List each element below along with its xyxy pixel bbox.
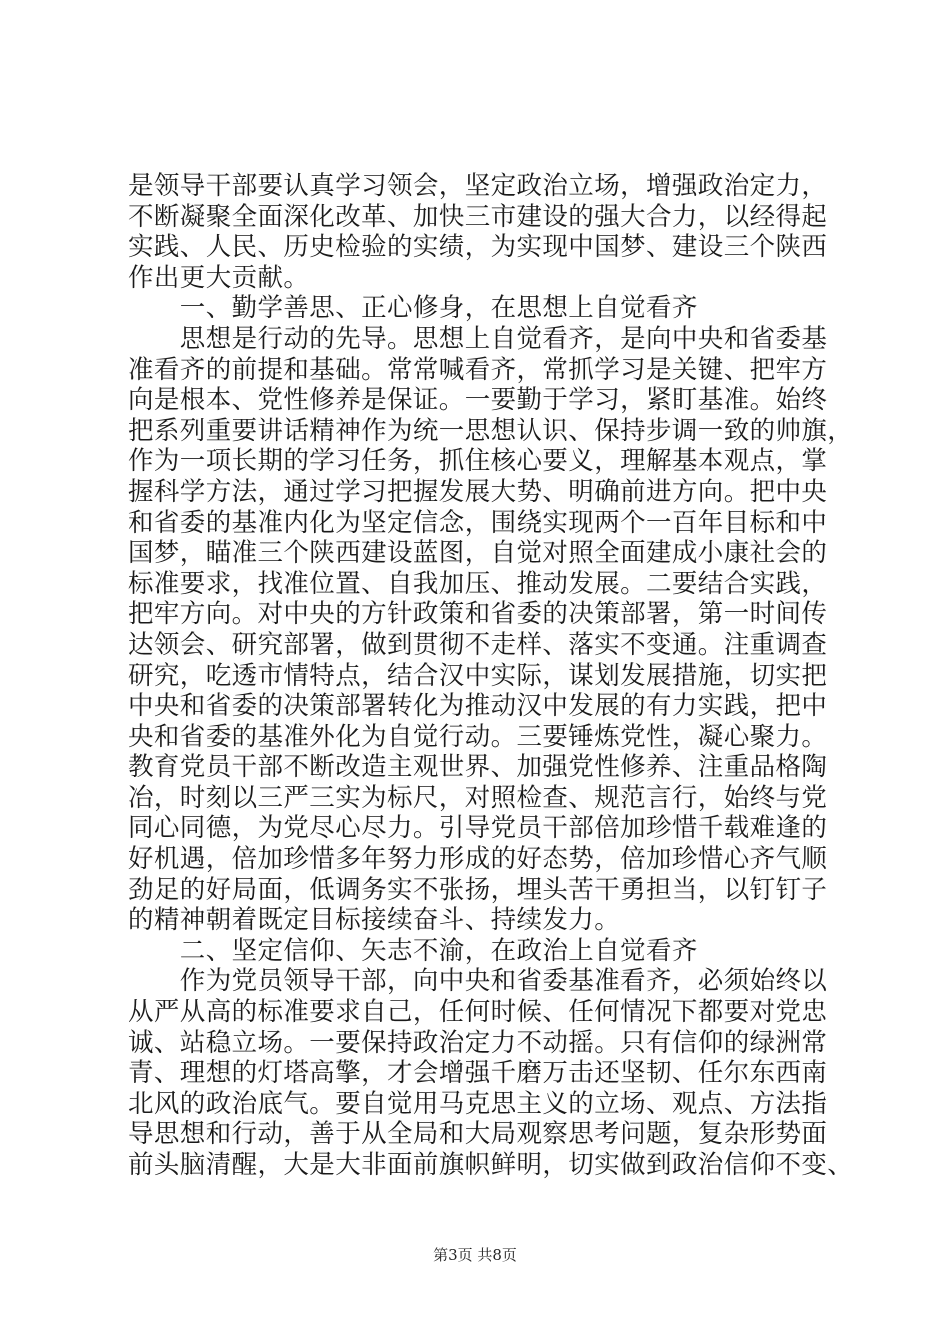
text-line: 一、勤学善思、正心修身，在思想上自觉看齐 — [128, 293, 698, 324]
text-line: 北风的政治底气。要自觉用马克思主义的立场、观点、方法指 — [128, 1088, 828, 1119]
text-line: 导思想和行动，善于从全局和大局观察思考问题，复杂形势面 — [128, 1119, 828, 1150]
text-line: 国梦，瞄准三个陕西建设蓝图，自觉对照全面建成小康社会的 — [128, 538, 828, 569]
text-line: 作为党员领导干部，向中央和省委基准看齐，必须始终以 — [128, 966, 828, 997]
text-line: 青、理想的灯塔高擎，才会增强千磨万击还坚韧、任尔东西南 — [128, 1058, 828, 1089]
text-line: 同心同德，为党尽心尽力。引导党员干部倍加珍惜千载难逢的 — [128, 813, 828, 844]
text-line: 不断凝聚全面深化改革、加快三市建设的强大合力，以经得起 — [128, 201, 828, 232]
text-line: 实践、人民、历史检验的实绩，为实现中国梦、建设三个陕西 — [128, 232, 828, 263]
text-line: 中央和省委的决策部署转化为推动汉中发展的有力实践，把中 — [128, 691, 828, 722]
text-line: 诚、站稳立场。一要保持政治定力不动摇。只有信仰的绿洲常 — [128, 1027, 828, 1058]
text-line: 达领会、研究部署，做到贯彻不走样、落实不变通。注重调查 — [128, 629, 828, 660]
text-line: 教育党员干部不断改造主观世界、加强党性修养、注重品格陶 — [128, 752, 828, 783]
text-line: 准看齐的前提和基础。常常喊看齐，常抓学习是关键、把牢方 — [128, 354, 828, 385]
text-line: 是领导干部要认真学习领会，坚定政治立场，增强政治定力， — [128, 171, 828, 201]
text-line: 的精神朝着既定目标接续奋斗、持续发力。 — [128, 905, 621, 936]
text-line: 把系列重要讲话精神作为统一思想认识、保持步调一致的帅旗， — [128, 415, 854, 446]
text-line: 作出更大贡献。 — [128, 262, 310, 293]
text-line: 作为一项长期的学习任务，抓住核心要义，理解基本观点，掌 — [128, 446, 828, 477]
text-line: 好机遇，倍加珍惜多年努力形成的好态势，倍加珍惜心齐气顺 — [128, 844, 828, 875]
text-line: 把牢方向。对中央的方针政策和省委的决策部署，第一时间传 — [128, 599, 828, 630]
text-line: 前头脑清醒，大是大非面前旗帜鲜明，切实做到政治信仰不变、 — [128, 1150, 854, 1180]
document-body — [128, 171, 854, 1181]
text-line: 握科学方法，通过学习把握发展大势、明确前进方向。把中央 — [128, 476, 828, 507]
text-line: 向是根本、党性修养是保证。一要勤于学习，紧盯基准。始终 — [128, 385, 828, 416]
text-line: 和省委的基准内化为坚定信念，围绕实现两个一百年目标和中 — [128, 507, 828, 538]
text-line: 标准要求，找准位置、自我加压、推动发展。二要结合实践， — [128, 568, 828, 599]
page-footer: 第3页 共8页 — [433, 1246, 517, 1264]
text-line: 从严从高的标准要求自己，任何时候、任何情况下都要对党忠 — [128, 997, 828, 1028]
text-line: 冶，时刻以三严三实为标尺，对照检查、规范言行，始终与党 — [128, 782, 828, 813]
text-line: 思想是行动的先导。思想上自觉看齐，是向中央和省委基 — [128, 323, 828, 354]
text-line: 二、坚定信仰、矢志不渝，在政治上自觉看齐 — [128, 935, 698, 966]
text-line: 研究，吃透市情特点，结合汉中实际，谋划发展措施，切实把 — [128, 660, 828, 691]
text-line: 央和省委的基准外化为自觉行动。三要锤炼党性，凝心聚力。 — [128, 721, 828, 752]
text-line: 劲足的好局面，低调务实不张扬，埋头苦干勇担当，以钉钉子 — [128, 874, 828, 905]
